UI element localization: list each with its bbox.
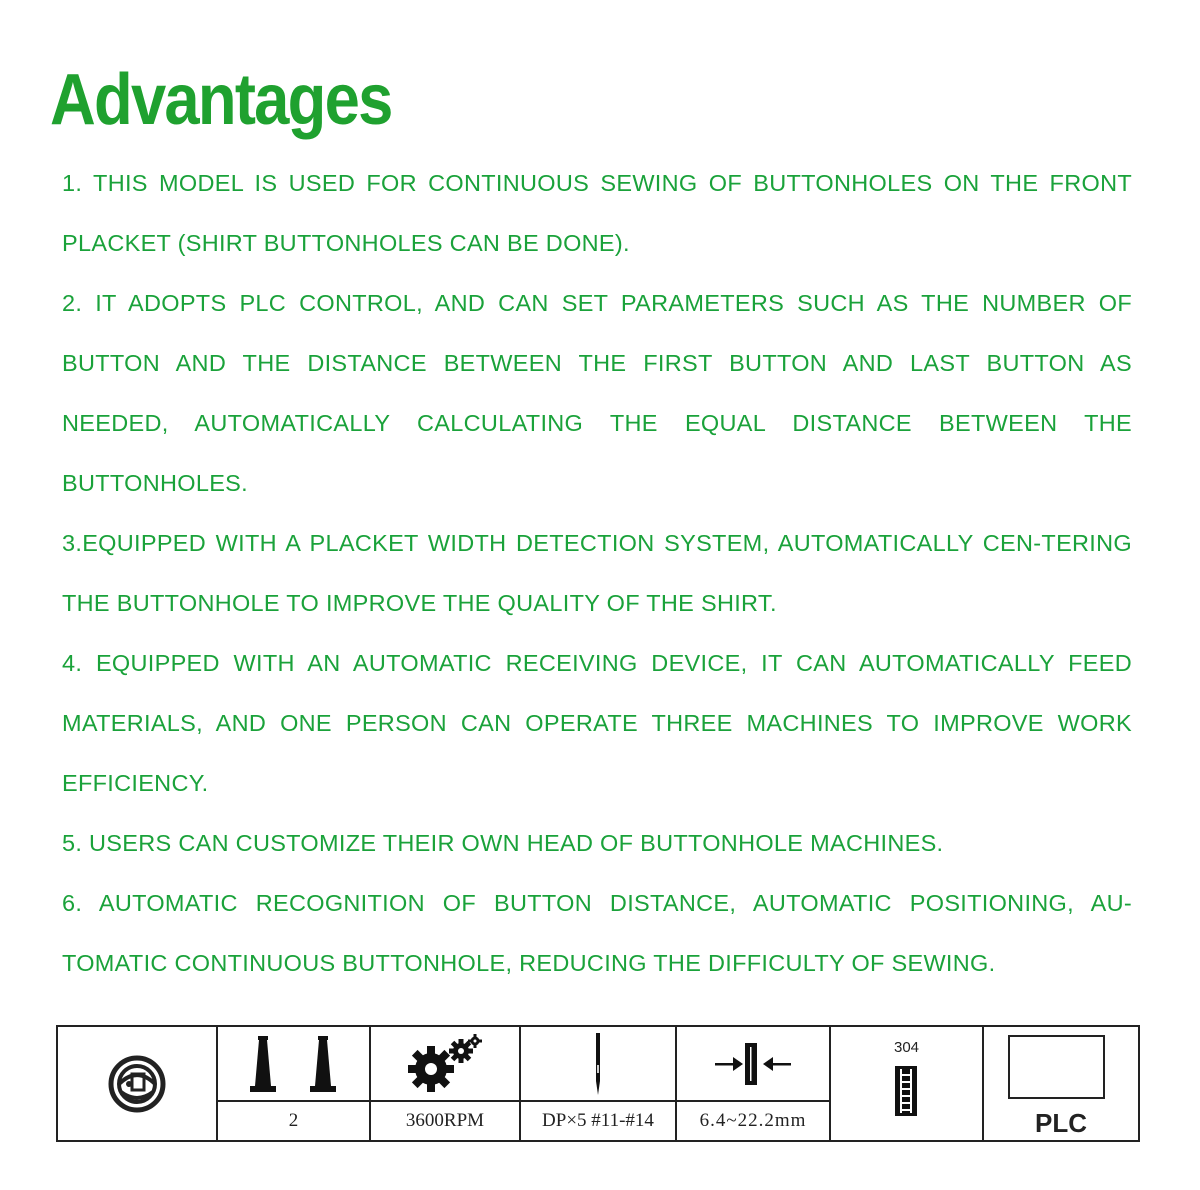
page-title: Advantages	[50, 60, 392, 140]
spec-cell-width	[677, 1027, 831, 1140]
advantage-item-3: 3.EQUIPPED WITH A PLACKET WIDTH DETECTION SYSTEM, AUTOMATICALLY CEN-TERING THE BUTTONHOLE TO IMPROVE THE QUALITY OF THE SHIRT.	[62, 530, 1132, 616]
spec-table	[56, 1025, 1140, 1142]
advantages-list	[62, 153, 1132, 993]
speed-value: 3600RPM	[371, 1100, 519, 1140]
width-value: 6.4~22.2mm	[677, 1100, 829, 1140]
advantage-item-2: 2. IT ADOPTS PLC CONTROL, AND CAN SET PARAMETERS SUCH AS THE NUMBER OF BUTTON AND THE DISTANCE BETWEEN THE FIRST BUTTON AND LAST BUTTON AS NEEDED, AUTOMATICALLY CALCULATING THE EQUAL DISTANCE BETWEEN THE BUTTONHOLES.	[62, 290, 1132, 496]
spec-cell-brand	[58, 1027, 218, 1140]
plc-box-icon	[1008, 1035, 1105, 1099]
advantage-item-4: 4. EQUIPPED WITH AN AUTOMATIC RECEIVING DEVICE, IT CAN AUTOMATICALLY FEED MATERIALS, AND ONE PERSON CAN OPERATE THREE MACHINES TO IMPROVE WORK EFFICIENCY.	[62, 650, 1132, 796]
spec-cell-thread	[218, 1027, 371, 1140]
spec-cell-material	[831, 1027, 984, 1140]
thread-count-value: 2	[218, 1100, 369, 1140]
stainless-steel-icon	[894, 1065, 918, 1117]
advantage-item-1: 1. THIS MODEL IS USED FOR CONTINUOUS SEWING OF BUTTONHOLES ON THE FRONT PLACKET (SHIRT BUTTONHOLES CAN BE DONE).	[62, 170, 1132, 256]
gears-icon	[405, 1033, 485, 1095]
spec-cell-control	[984, 1027, 1138, 1140]
spec-cell-speed	[371, 1027, 521, 1140]
control-value: PLC	[1035, 1108, 1087, 1138]
advantage-item-5: 5. USERS CAN CUSTOMIZE THEIR OWN HEAD OF BUTTONHOLE MACHINES.	[62, 830, 944, 856]
spec-cell-needle	[521, 1027, 677, 1140]
advantage-item-6: 6. AUTOMATIC RECOGNITION OF BUTTON DISTANCE, AUTOMATIC POSITIONING, AU-TOMATIC CONTINUOUS BUTTONHOLE, REDUCING THE DIFFICULTY OF SEWING.	[62, 890, 1132, 976]
material-value: 304	[893, 1039, 920, 1056]
thread-spool-icon	[244, 1034, 344, 1094]
needle-icon	[588, 1031, 608, 1097]
needle-value: DP×5 #11-#14	[521, 1100, 675, 1140]
placket-width-icon	[713, 1039, 793, 1089]
brand-logo-icon	[107, 1054, 167, 1114]
